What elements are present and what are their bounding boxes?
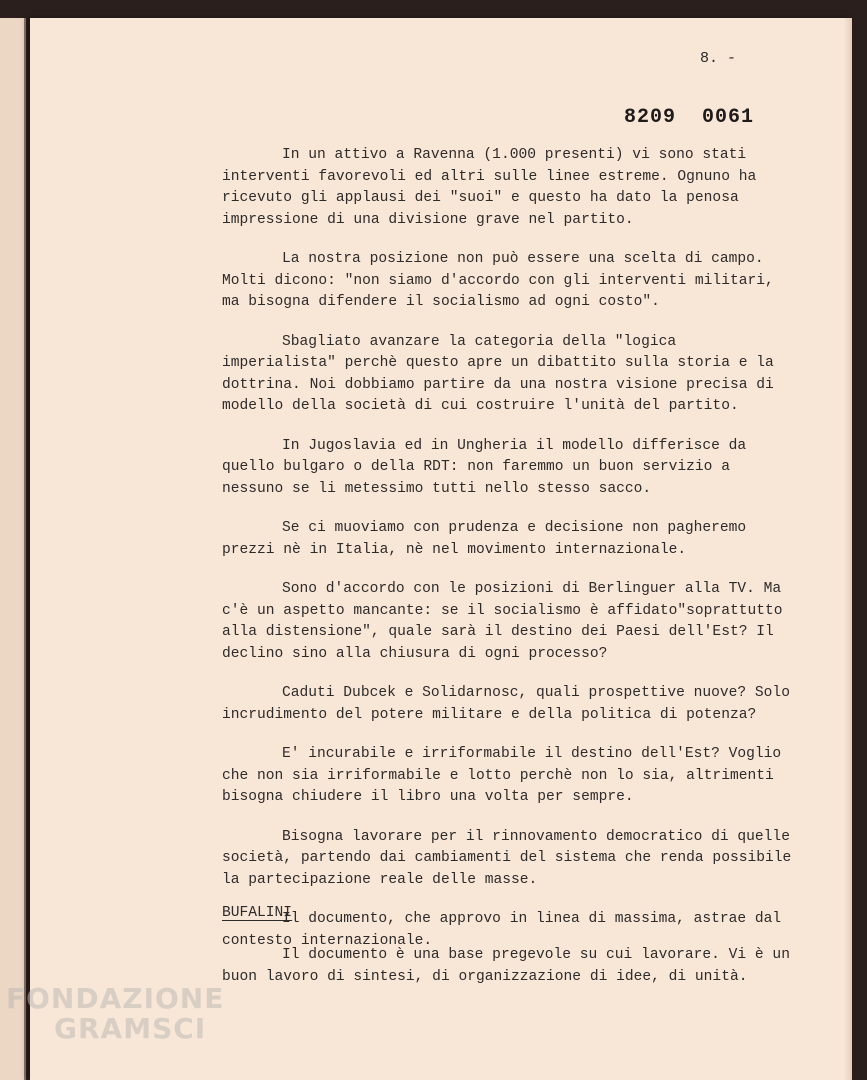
watermark-line: FONDAZIONE [6, 982, 225, 1015]
archive-stamp: 8209 0061 [624, 106, 755, 129]
page-number: 8. - [700, 50, 737, 67]
paragraph: E' incurabile e irriformabile il destino dell'Est? Voglio che non sia irriformabile e lotto perchè non lo sia, altrimenti bisogna chiudere il libro una volta per sempre. [222, 746, 782, 805]
paragraph: Sono d'accordo con le posizioni di Berlinguer alla TV. Ma c'è un aspetto mancante: se il socialismo è affidato"soprattutto alla distensione", quale sarà il destino dei Paesi dell'Est? Il declino sino alla chiusura di ogni processo? [222, 581, 783, 662]
paragraph: In un attivo a Ravenna (1.000 presenti) vi sono stati interventi favorevoli ed altri sulle linee estreme. Ognuno ha ricevuto gli applausi dei "suoi" e questo ha dato la penosa impressione di una divisione grave nel partito. [222, 147, 757, 228]
watermark-logo [6, 984, 224, 1044]
previous-page-edge [0, 18, 26, 1080]
watermark-line: GRAMSCI [54, 1012, 207, 1045]
paragraph: Il documento, che approvo in linea di massima, astrae dal contesto internazionale. [222, 911, 782, 949]
paragraph: La nostra posizione non può essere una scelta di campo. Molti dicono: "non siamo d'accordo con gli interventi militari, ma bisogna difendere il socialismo ad ogni costo". [222, 251, 774, 310]
paragraph: Sbagliato avanzare la categoria della "logica imperialista" perchè questo apre un dibattito sulla storia e la dottrina. Noi dobbiamo partire da una nostra visione precisa di modello della società di cui costruire l'unità del partito. [222, 333, 774, 414]
speaker-name: BUFALINI [222, 905, 293, 921]
paragraph: Bisogna lavorare per il rinnovamento democratico di quelle società, partendo dai cambiamenti del sistema che renda possibile la partecipazione reale delle masse. [222, 828, 792, 888]
body-text [222, 145, 792, 970]
paragraph: Se ci muoviamo con prudenza e decisione non pagheremo prezzi nè in Italia, nè nel movimento internazionale. [222, 520, 747, 558]
speaker-paragraph: Il documento è una base pregevole su cui lavorare. Vi è un buon lavoro di sintesi, di organizzazione di idee, di unità. [222, 947, 790, 985]
paragraph: Caduti Dubcek e Solidarnosc, quali prospettive nuove? Solo incrudimento del potere militare e della politica di potenza? [222, 685, 790, 723]
page-edge [844, 18, 852, 1080]
paragraph: In Jugoslavia ed in Ungheria il modello differisce da quello bulgaro o della RDT: non faremmo un buon servizio a nessuno se li metessimo tutti nello stesso sacco. [222, 437, 747, 497]
